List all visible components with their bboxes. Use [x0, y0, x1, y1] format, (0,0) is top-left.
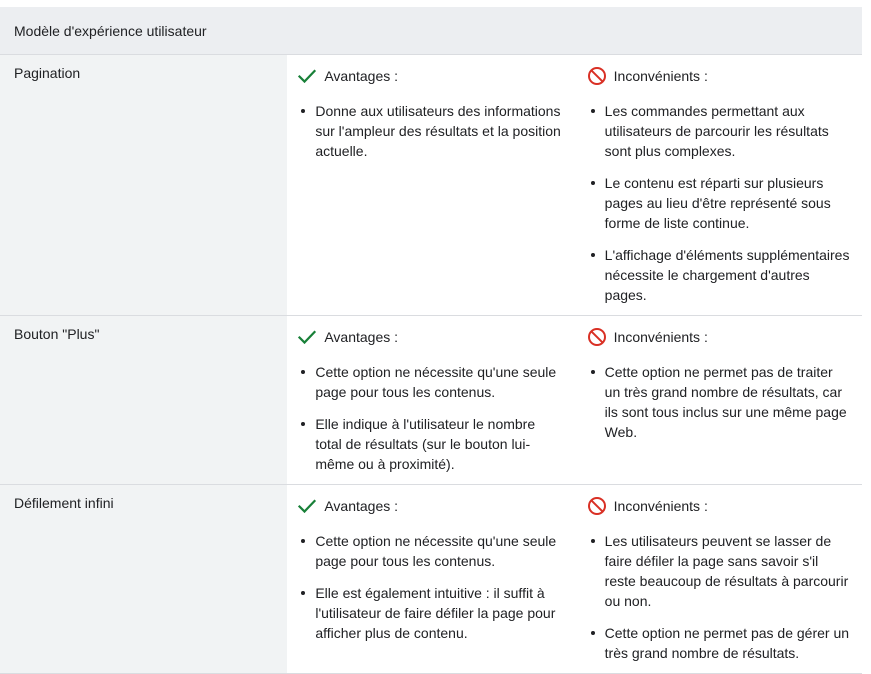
table-row	[0, 485, 862, 674]
check-icon	[297, 327, 317, 347]
cons-item: L'affichage d'éléments supplémentaires nécessite le chargement d'autres pages.	[605, 245, 862, 305]
pros-item: Elle indique à l'utilisateur le nombre total de résultats (sur le bouton lui-même ou à proximité).	[315, 414, 574, 474]
pros-title: Avantages :	[324, 498, 399, 514]
prohibited-icon	[587, 66, 607, 86]
pros-cell	[287, 485, 574, 674]
pros-item: Cette option ne nécessite qu'une seule page pour tous les contenus.	[315, 531, 574, 571]
row-label: Bouton "Plus"	[0, 316, 287, 485]
pros-list	[297, 101, 574, 161]
cons-item: Le contenu est réparti sur plusieurs pages au lieu d'être représenté sous forme de liste continue.	[605, 173, 862, 233]
pros-item: Cette option ne nécessite qu'une seule page pour tous les contenus.	[315, 362, 574, 402]
cons-list	[587, 531, 862, 663]
pros-heading	[297, 495, 574, 517]
ux-comparison	[0, 7, 862, 674]
cons-cell	[575, 316, 862, 485]
pros-cell	[287, 316, 574, 485]
cons-title: Inconvénients :	[613, 68, 708, 84]
cons-title: Inconvénients :	[613, 498, 708, 514]
table-header-title: Modèle d'expérience utilisateur	[0, 7, 862, 55]
cons-heading	[587, 65, 862, 87]
table-body	[0, 55, 862, 674]
check-icon	[297, 496, 317, 516]
pros-cell	[287, 55, 574, 316]
cons-item: Les commandes permettant aux utilisateurs de parcourir les résultats sont plus complexes.	[605, 101, 862, 161]
cons-cell	[575, 55, 862, 316]
row-label: Pagination	[0, 55, 287, 316]
pros-title: Avantages :	[324, 68, 399, 84]
prohibited-icon	[587, 496, 607, 516]
cons-item: Les utilisateurs peuvent se lasser de faire défiler la page sans savoir s'il reste beaucoup de résultats à parcourir ou non.	[605, 531, 862, 611]
check-icon	[297, 66, 317, 86]
cons-cell	[575, 485, 862, 674]
cons-heading	[587, 326, 862, 348]
cons-title: Inconvénients :	[613, 329, 708, 345]
row-label: Défilement infini	[0, 485, 287, 674]
table-header-row	[0, 7, 862, 55]
pros-list	[297, 362, 574, 474]
pros-list	[297, 531, 574, 643]
prohibited-icon	[587, 327, 607, 347]
pros-title: Avantages :	[324, 329, 399, 345]
cons-list	[587, 101, 862, 305]
table-row	[0, 316, 862, 485]
pros-item: Donne aux utilisateurs des informations sur l'ampleur des résultats et la position actuelle.	[315, 101, 574, 161]
cons-item: Cette option ne permet pas de traiter un très grand nombre de résultats, car ils sont tous inclus sur une même page Web.	[605, 362, 862, 442]
cons-heading	[587, 495, 862, 517]
ux-comparison-table	[0, 7, 862, 674]
table-row	[0, 55, 862, 316]
pros-heading	[297, 326, 574, 348]
cons-list	[587, 362, 862, 442]
pros-heading	[297, 65, 574, 87]
cons-item: Cette option ne permet pas de gérer un très grand nombre de résultats.	[605, 623, 862, 663]
pros-item: Elle est également intuitive : il suffit à l'utilisateur de faire défiler la page pour afficher plus de contenu.	[315, 583, 574, 643]
